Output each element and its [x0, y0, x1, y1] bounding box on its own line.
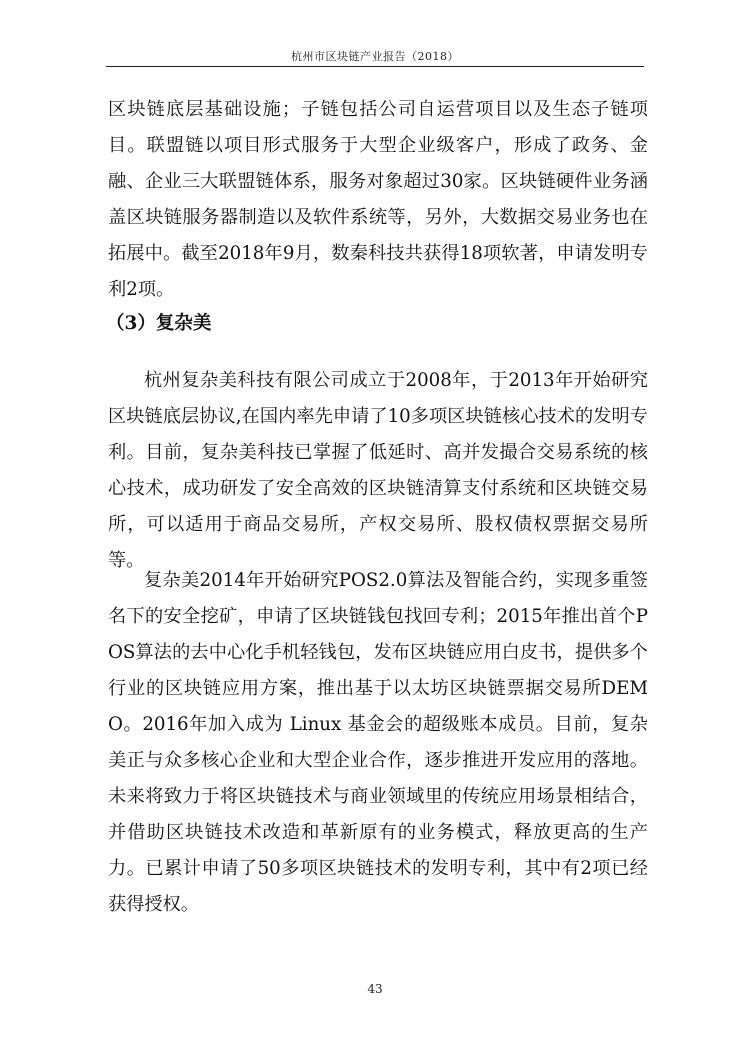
section-heading-fuzamei: （3）复杂美: [106, 313, 212, 334]
paragraph-fuzamei-intro: 杭州复杂美科技有限公司成立于2008年，于2013年开始研究区块链底层协议,在国内率先申请了10多项区块链核心技术的发明专利。目前，复杂美科技已掌握了低延时、高并发撮合交易系统的核心技术，成功研发了安全高效的区块链清算支付系统和区块链交易所，可以适用于商品交易所，产权交易所、股权债权票据交易所等。: [108, 370, 648, 571]
header-rule: [106, 66, 644, 67]
paragraph-fuzamei-history: 复杂美2014年开始研究POS2.0算法及智能合约，实现多重签名下的安全挖矿，申请了区块链钱包找回专利；2015年推出首个POS算法的去中心化手机轻钱包，发布区块链应用白皮书，提供多个行业的区块链应用方案，推出基于以太坊区块链票据交易所DEMO。2016年加入成为 Linux 基金会的超级账本成员。目前，复杂美正与众多核心企业和大型企业合作，逐步推进开发应用的落地。未来将致力于将区块链技术与商业领域里的传统应用场景相结合，并借助区块链技术改造和革新原有的业务模式，释放更高的生产力。已累计申请了50多项区块链技术的发明专利，其中有2项已经获得授权。: [108, 570, 648, 915]
paragraph-shuqin-continued: 区块链底层基础设施；子链包括公司自运营项目以及生态子链项目。联盟链以项目形式服务于大型企业级客户，形成了政务、金融、企业三大联盟链体系，服务对象超过30家。区块链硬件业务涵盖区块链服务器制造以及软件系统等，另外，大数据交易业务也在拓展中。截至2018年9月，数秦科技共获得18项软著，申请发明专利2项。: [108, 99, 648, 300]
running-header: 杭州市区块链产业报告（2018）: [291, 50, 459, 63]
page-number: 43: [367, 982, 383, 996]
